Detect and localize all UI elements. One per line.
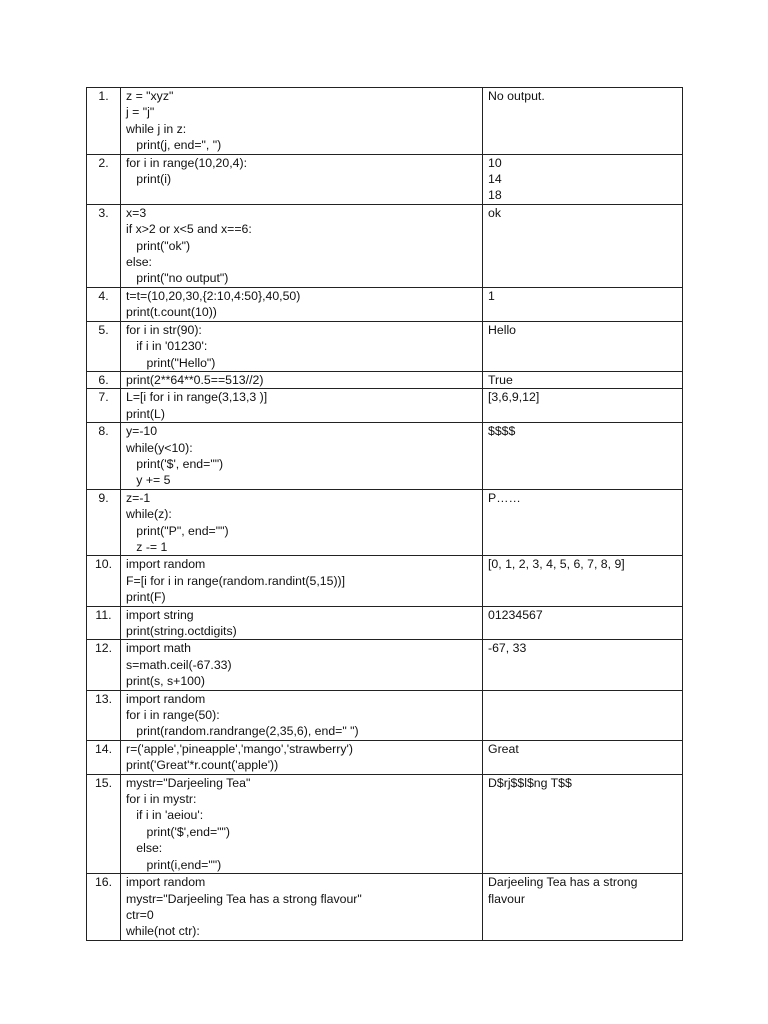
question-number: 15.: [87, 774, 121, 873]
table-row: [87, 371, 683, 388]
answer-line: Hello: [488, 322, 517, 337]
answer-line: 18: [488, 188, 502, 203]
code-line: print("no output"): [126, 271, 229, 286]
code-line: for i in mystr:: [126, 792, 197, 807]
code-line: while(y<10):: [126, 440, 193, 455]
code-cell: [121, 874, 483, 941]
code-line: z = "xyz": [126, 89, 174, 103]
code-line: F=[i for i in range(random.randint(5,15))]: [126, 573, 346, 588]
code-cell: [121, 606, 483, 640]
code-line: print('$',end=""): [126, 824, 230, 839]
code-line: import random: [126, 875, 206, 890]
answer-cell: [483, 489, 683, 556]
code-cell: [121, 640, 483, 690]
answer-line: [0, 1, 2, 3, 4, 5, 6, 7, 8, 9]: [488, 557, 625, 572]
table-row: [87, 774, 683, 873]
answer-cell: [483, 606, 683, 640]
code-line: print(i): [126, 172, 172, 187]
code-line: for i in range(10,20,4):: [126, 155, 247, 170]
code-line: ctr=0: [126, 907, 154, 922]
table-row: [87, 88, 683, 155]
answer-line: True: [488, 372, 513, 387]
table-row: [87, 154, 683, 204]
question-number: 10.: [87, 556, 121, 606]
code-cell: [121, 489, 483, 556]
table-row: [87, 489, 683, 556]
question-number: 8.: [87, 423, 121, 490]
answer-cell: [483, 371, 683, 388]
code-cell: [121, 371, 483, 388]
question-number: 9.: [87, 489, 121, 556]
table-row: [87, 606, 683, 640]
code-line: print("ok"): [126, 238, 191, 253]
answer-line: 10: [488, 155, 502, 170]
question-number: 16.: [87, 874, 121, 941]
table-row: [87, 690, 683, 740]
question-number: 12.: [87, 640, 121, 690]
code-line: for i in str(90):: [126, 322, 202, 337]
code-line: s=math.ceil(-67.33): [126, 657, 232, 672]
code-line: y += 5: [126, 473, 171, 488]
code-line: print(L): [126, 406, 165, 421]
answer-line: 1: [488, 288, 495, 303]
table-row: [87, 740, 683, 774]
answer-line: D$rj$$l$ng T$$: [488, 775, 572, 790]
code-line: print("P", end=""): [126, 523, 229, 538]
code-cell: [121, 423, 483, 490]
code-cell: [121, 321, 483, 371]
answer-cell: [483, 88, 683, 155]
code-cell: [121, 389, 483, 423]
answer-cell: [483, 321, 683, 371]
answer-line: [3,6,9,12]: [488, 390, 540, 405]
code-line: import random: [126, 557, 206, 572]
question-number: 7.: [87, 389, 121, 423]
answer-line: Darjeeling Tea has a strong flavour: [488, 875, 638, 906]
table-row: [87, 321, 683, 371]
answer-cell: [483, 640, 683, 690]
answer-cell: [483, 690, 683, 740]
answer-cell: [483, 423, 683, 490]
answer-cell: [483, 204, 683, 287]
table-row: [87, 640, 683, 690]
code-cell: [121, 690, 483, 740]
answer-line: No output.: [488, 89, 545, 103]
code-line: print(s, s+100): [126, 674, 205, 689]
code-line: while(z):: [126, 507, 172, 522]
answer-line: 01234567: [488, 607, 543, 622]
answer-cell: [483, 556, 683, 606]
question-answer-table: [86, 87, 683, 941]
code-line: import random: [126, 691, 206, 706]
answer-cell: [483, 874, 683, 941]
question-number: 1.: [87, 88, 121, 155]
code-line: import string: [126, 607, 194, 622]
code-cell: [121, 740, 483, 774]
code-line: y=-10: [126, 424, 158, 439]
answer-cell: [483, 740, 683, 774]
code-line: print(random.randrange(2,35,6), end=" "): [126, 724, 359, 739]
question-number: 2.: [87, 154, 121, 204]
answer-line: ok: [488, 205, 501, 220]
code-cell: [121, 556, 483, 606]
code-line: import math: [126, 641, 191, 656]
code-line: print(i,end=""): [126, 857, 222, 872]
question-number: 5.: [87, 321, 121, 371]
code-line: if i in '01230':: [126, 339, 208, 354]
code-line: z=-1: [126, 490, 151, 505]
answer-cell: [483, 287, 683, 321]
question-number: 13.: [87, 690, 121, 740]
code-line: L=[i for i in range(3,13,3 )]: [126, 390, 268, 405]
table-row: [87, 287, 683, 321]
table-row: [87, 389, 683, 423]
answer-line: $$$$: [488, 424, 516, 439]
answer-cell: [483, 774, 683, 873]
code-line: print('$', end=""): [126, 456, 224, 471]
question-number: 11.: [87, 606, 121, 640]
code-line: print(F): [126, 590, 166, 605]
answer-cell: [483, 154, 683, 204]
code-line: print(string.octdigits): [126, 624, 237, 638]
code-line: if i in 'aeiou':: [126, 808, 204, 823]
code-line: if x>2 or x<5 and x==6:: [126, 222, 252, 237]
code-cell: [121, 88, 483, 155]
code-line: t=t=(10,20,30,{2:10,4:50},40,50): [126, 288, 301, 303]
code-cell: [121, 774, 483, 873]
question-number: 6.: [87, 371, 121, 388]
answer-line: P……: [488, 490, 521, 505]
code-line: print(t.count(10)): [126, 305, 217, 320]
table-row: [87, 204, 683, 287]
answer-line: 14: [488, 172, 502, 187]
table-row: [87, 423, 683, 490]
code-line: else:: [126, 255, 152, 270]
code-line: print("Hello"): [126, 355, 216, 370]
code-line: print('Great'*r.count('apple')): [126, 758, 279, 773]
answer-cell: [483, 389, 683, 423]
question-number: 3.: [87, 204, 121, 287]
code-line: while j in z:: [126, 121, 187, 136]
code-line: print(j, end=", "): [126, 138, 222, 153]
question-number: 4.: [87, 287, 121, 321]
code-line: r=('apple','pineapple','mango','strawberry'): [126, 741, 353, 756]
code-line: else:: [126, 841, 163, 856]
code-line: j = "j": [126, 105, 155, 120]
code-line: x=3: [126, 205, 147, 220]
table-row: [87, 556, 683, 606]
answer-line: Great: [488, 741, 519, 756]
code-cell: [121, 204, 483, 287]
code-line: mystr="Darjeeling Tea has a strong flavour": [126, 891, 362, 906]
code-line: for i in range(50):: [126, 708, 220, 723]
code-line: z -= 1: [126, 539, 168, 554]
code-line: mystr="Darjeeling Tea": [126, 775, 251, 790]
code-line: print(2**64**0.5==513//2): [126, 372, 264, 387]
code-cell: [121, 287, 483, 321]
code-line: while(not ctr):: [126, 924, 200, 939]
table-row: [87, 874, 683, 941]
question-number: 14.: [87, 740, 121, 774]
code-cell: [121, 154, 483, 204]
answer-line: -67, 33: [488, 641, 527, 656]
